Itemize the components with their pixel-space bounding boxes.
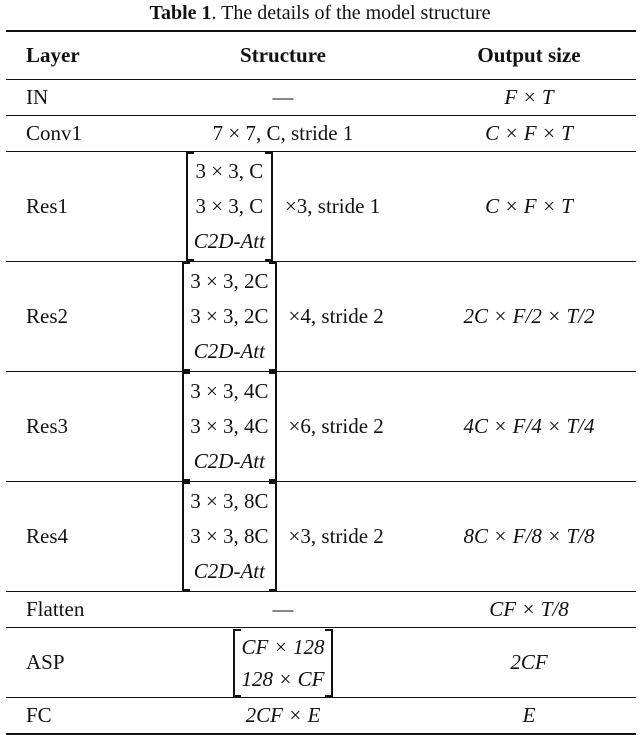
structure-cell — [144, 698, 422, 734]
table-row — [6, 116, 636, 152]
output-value: 2CF — [510, 650, 548, 674]
matrix-entry: C2D-Att — [193, 229, 265, 253]
matrix-entry: 3 × 3, C — [195, 159, 264, 183]
structure-matrix — [182, 262, 276, 371]
layer-cell: Res2 — [6, 262, 144, 372]
table-caption — [0, 2, 640, 24]
matrix-entry: 3 × 3, 2C — [190, 304, 269, 328]
table-row — [6, 482, 636, 592]
layer-cell: Res4 — [6, 482, 144, 592]
structure-value: 2CF × E — [245, 702, 321, 727]
matrix-entry: C2D-Att — [193, 449, 265, 473]
output-value: C × F × T — [485, 194, 573, 218]
table-row — [6, 698, 636, 734]
output-cell — [422, 116, 636, 152]
output-cell — [422, 698, 636, 734]
structure-cell — [144, 482, 422, 592]
matrix-entry: CF × 128 — [241, 634, 325, 659]
table-row — [6, 372, 636, 482]
caption-label: Table 1 — [149, 2, 212, 24]
layer-cell: ASP — [6, 628, 144, 698]
layer-cell: Flatten — [6, 592, 144, 628]
output-cell — [422, 482, 636, 592]
output-cell — [422, 628, 636, 698]
table-row — [6, 592, 636, 628]
structure-cell: — — [144, 80, 422, 116]
table-row — [6, 152, 636, 262]
structure-matrix — [186, 152, 273, 261]
table-row — [6, 262, 636, 372]
layer-cell: IN — [6, 80, 144, 116]
matrix-entry: 3 × 3, 8C — [190, 489, 269, 513]
structure-matrix — [182, 482, 276, 591]
header-structure: Structure — [144, 31, 422, 80]
matrix-entry: C2D-Att — [193, 339, 265, 363]
structure-cell — [144, 152, 422, 262]
output-value: 8C × F/8 × T/8 — [463, 524, 595, 548]
layer-cell: FC — [26, 702, 52, 727]
output-value: CF × T/8 — [489, 597, 569, 621]
model-structure-table — [6, 30, 636, 735]
structure-cell — [144, 372, 422, 482]
repeat-stride: ×3, stride 2 — [288, 524, 384, 548]
matrix-entry: 3 × 3, 4C — [190, 379, 269, 403]
structure-cell — [144, 628, 422, 698]
header-row — [6, 31, 636, 80]
matrix-entry: 3 × 3, 8C — [190, 524, 269, 548]
output-value: F × T — [504, 85, 554, 109]
matrix-entry: 128 × CF — [241, 666, 325, 691]
matrix-entry: 3 × 3, 2C — [190, 269, 269, 293]
output-cell — [422, 372, 636, 482]
output-cell — [422, 80, 636, 116]
header-output-size: Output size — [422, 31, 636, 80]
output-cell — [422, 592, 636, 628]
caption-text: . The details of the model structure — [211, 2, 491, 24]
layer-cell: Conv1 — [6, 116, 144, 152]
header-layer: Layer — [6, 31, 144, 80]
layer-cell: Res3 — [6, 372, 144, 482]
output-value: 4C × F/4 × T/4 — [463, 414, 595, 438]
repeat-stride: ×4, stride 2 — [288, 304, 384, 328]
table-row — [6, 80, 636, 116]
matrix-entry: C2D-Att — [193, 559, 265, 583]
structure-matrix — [182, 372, 276, 481]
repeat-stride: ×6, stride 2 — [288, 414, 384, 438]
table-row — [6, 628, 636, 698]
structure-cell — [144, 262, 422, 372]
output-value: 2C × F/2 × T/2 — [463, 304, 595, 328]
structure-cell: 7 × 7, C, stride 1 — [144, 116, 422, 152]
matrix-entry: 3 × 3, 4C — [190, 414, 269, 438]
structure-cell: — — [144, 592, 422, 628]
output-value: E — [522, 702, 536, 727]
output-cell — [422, 262, 636, 372]
layer-cell: Res1 — [6, 152, 144, 262]
structure-matrix — [233, 629, 332, 697]
repeat-stride: ×3, stride 1 — [284, 194, 381, 218]
output-cell — [422, 152, 636, 262]
matrix-entry: 3 × 3, C — [195, 194, 264, 218]
output-value: C × F × T — [485, 121, 573, 145]
